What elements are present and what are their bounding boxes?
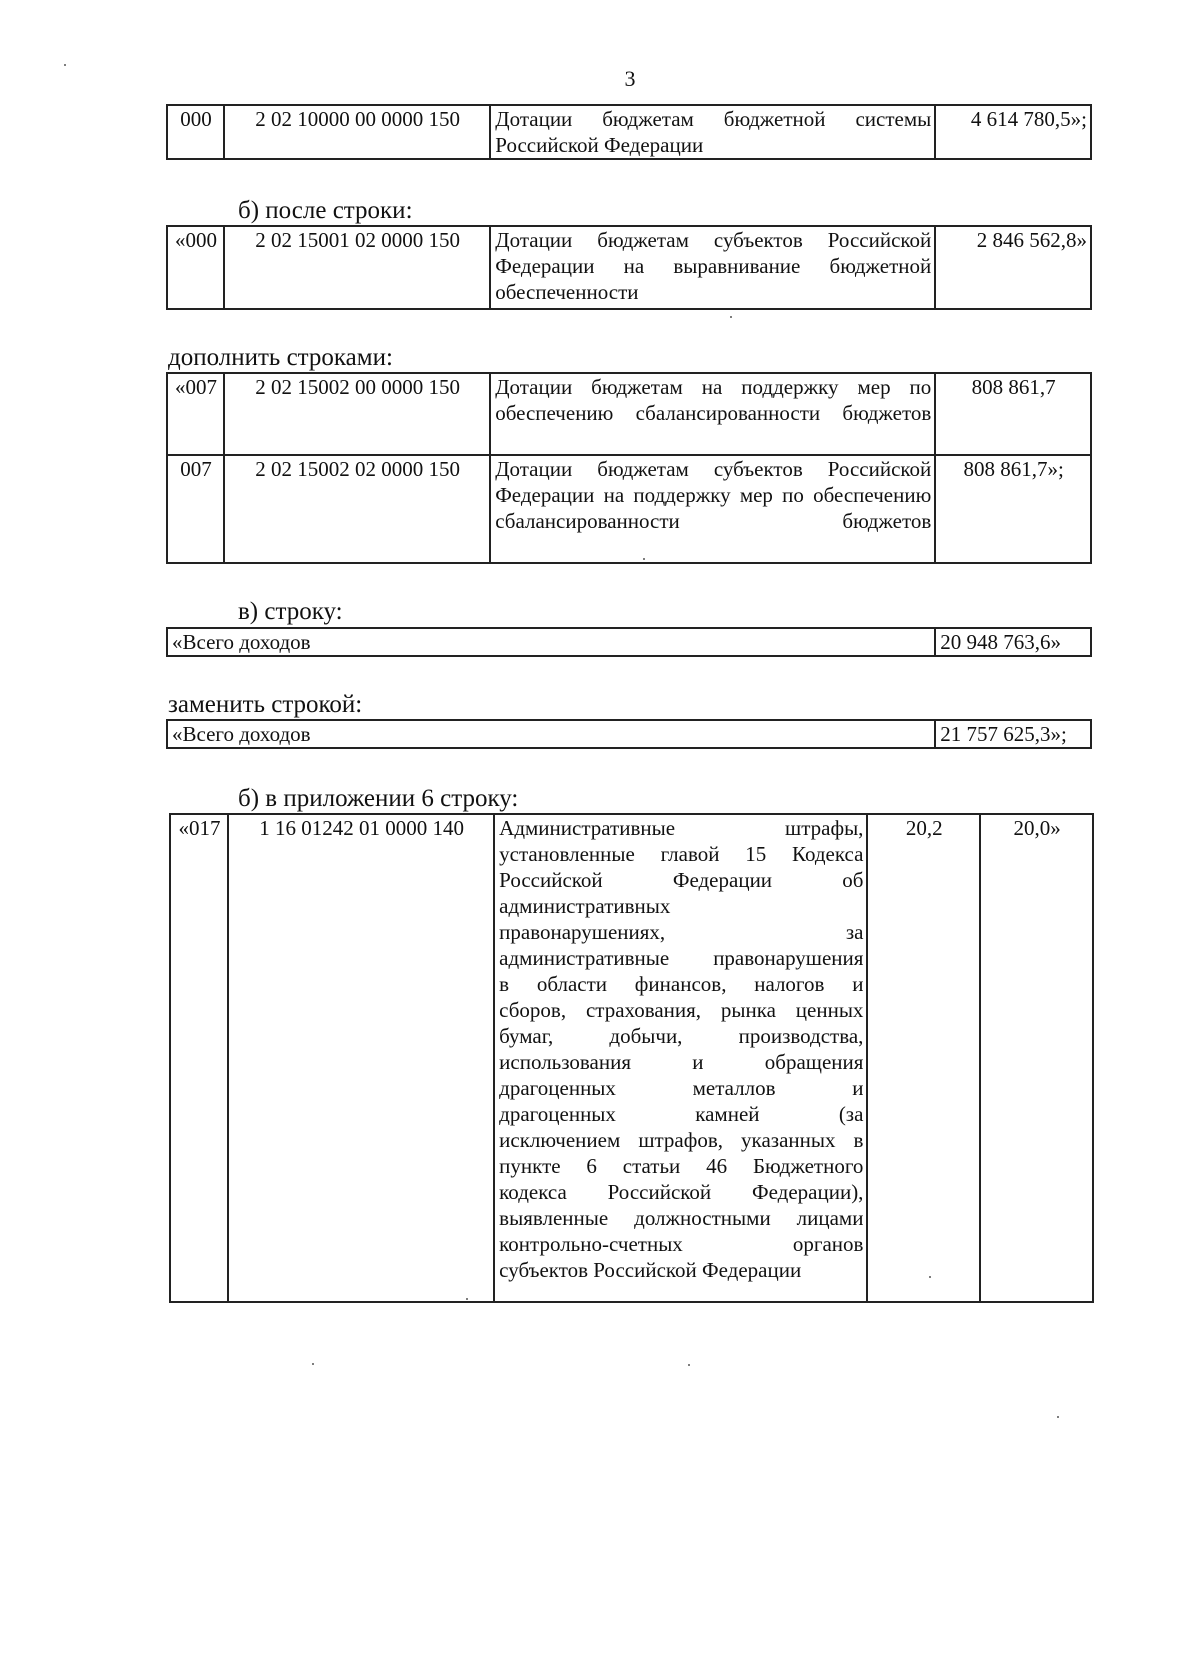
- classification-code-cell: 2 02 10000 00 0000 150: [224, 105, 490, 159]
- name-cell: Дотации бюджетам субъектов Российской Федерации на поддержку мер по обеспечению сбалансированности бюджетов: [490, 455, 935, 563]
- code-cell: «007: [167, 373, 224, 455]
- scan-speck: [643, 558, 645, 560]
- heading-replace-row: заменить строкой:: [168, 691, 363, 718]
- code-cell: 007: [167, 455, 224, 563]
- table-budget-subsidies: [166, 104, 1092, 160]
- name-line: административные правонарушения: [499, 946, 864, 970]
- name-line: драгоценных металлов и: [499, 1076, 864, 1100]
- table-row: [167, 226, 1091, 309]
- scan-speck: [688, 1364, 690, 1366]
- name-cell: Дотации бюджетам субъектов Российской Федерации на выравнивание бюджетной обеспеченности: [490, 226, 935, 309]
- amount-cell: 2 846 562,8»: [935, 226, 1091, 309]
- table-row: [170, 814, 1093, 1302]
- name-cell: Дотации бюджетам на поддержку мер по обеспечению сбалансированности бюджетов: [490, 373, 935, 455]
- scan-speck: [312, 1363, 314, 1365]
- table-row: [167, 628, 1091, 656]
- amount-cell: 808 861,7: [935, 373, 1091, 455]
- total-label-cell: «Всего доходов: [167, 628, 935, 656]
- classification-code-cell: 2 02 15002 00 0000 150: [224, 373, 490, 455]
- scan-speck: [929, 1276, 931, 1278]
- page-number: 3: [624, 66, 636, 91]
- table-balance-subsidies: [166, 372, 1092, 564]
- table-total-income-new: [166, 719, 1092, 749]
- heading-add-rows: дополнить строками:: [168, 344, 393, 371]
- table-row: [167, 105, 1091, 159]
- total-label-cell: «Всего доходов: [167, 720, 935, 748]
- name-line: выявленные должностными лицами: [499, 1206, 864, 1230]
- name-line: использования и обращения: [499, 1050, 864, 1074]
- value-cell-1: 20,2: [867, 814, 980, 1302]
- name-line: бумаг, добычи, производства,: [499, 1024, 864, 1048]
- table-total-income-old: [166, 627, 1092, 657]
- table-administrative-fines: [169, 813, 1094, 1303]
- code-cell: «017: [170, 814, 228, 1302]
- table-row: [167, 455, 1091, 563]
- name-line: драгоценных камней (за: [499, 1102, 864, 1126]
- classification-code-cell: 1 16 01242 01 0000 140: [228, 814, 494, 1302]
- name-line: субъектов Российской Федерации: [499, 1258, 802, 1282]
- name-line: исключением штрафов, указанных в: [499, 1128, 864, 1152]
- scan-speck: [466, 1298, 468, 1300]
- scan-speck: [64, 64, 66, 66]
- table-row: [167, 373, 1091, 455]
- table-equalization-subsidies: [166, 225, 1092, 310]
- scan-speck: [730, 316, 732, 318]
- name-line: установленные главой 15 Кодекса: [499, 842, 864, 866]
- name-line: пункте 6 статьи 46 Бюджетного: [499, 1154, 864, 1178]
- name-line: правонарушениях, за: [499, 920, 864, 944]
- amount-cell: 4 614 780,5»;: [935, 105, 1091, 159]
- name-cell: Дотации бюджетам бюджетной системы Российской Федерации: [490, 105, 935, 159]
- amount-cell: 20 948 763,6»: [935, 628, 1091, 656]
- code-cell: 000: [167, 105, 224, 159]
- name-line: Российской Федерации об: [499, 868, 864, 892]
- heading-after-row: б) после строки:: [238, 197, 413, 224]
- scan-speck: [1057, 1416, 1059, 1418]
- table-row: [167, 720, 1091, 748]
- name-line: административных: [499, 894, 671, 918]
- value-cell-2: 20,0»: [980, 814, 1093, 1302]
- name-line: контрольно-счетных органов: [499, 1232, 864, 1256]
- heading-row: в) строку:: [238, 598, 343, 625]
- classification-code-cell: 2 02 15001 02 0000 150: [224, 226, 490, 309]
- classification-code-cell: 2 02 15002 02 0000 150: [224, 455, 490, 563]
- name-line: в области финансов, налогов и: [499, 972, 864, 996]
- heading-appendix-row: б) в приложении 6 строку:: [238, 785, 519, 812]
- name-line: кодекса Российской Федерации),: [499, 1180, 864, 1204]
- amount-cell: 808 861,7»;: [935, 455, 1091, 563]
- name-line: сборов, страхования, рынка ценных: [499, 998, 864, 1022]
- amount-cell: 21 757 625,3»;: [935, 720, 1091, 748]
- name-cell: [494, 814, 867, 1302]
- code-cell: «000: [167, 226, 224, 309]
- name-line: Административные штрафы,: [499, 816, 864, 840]
